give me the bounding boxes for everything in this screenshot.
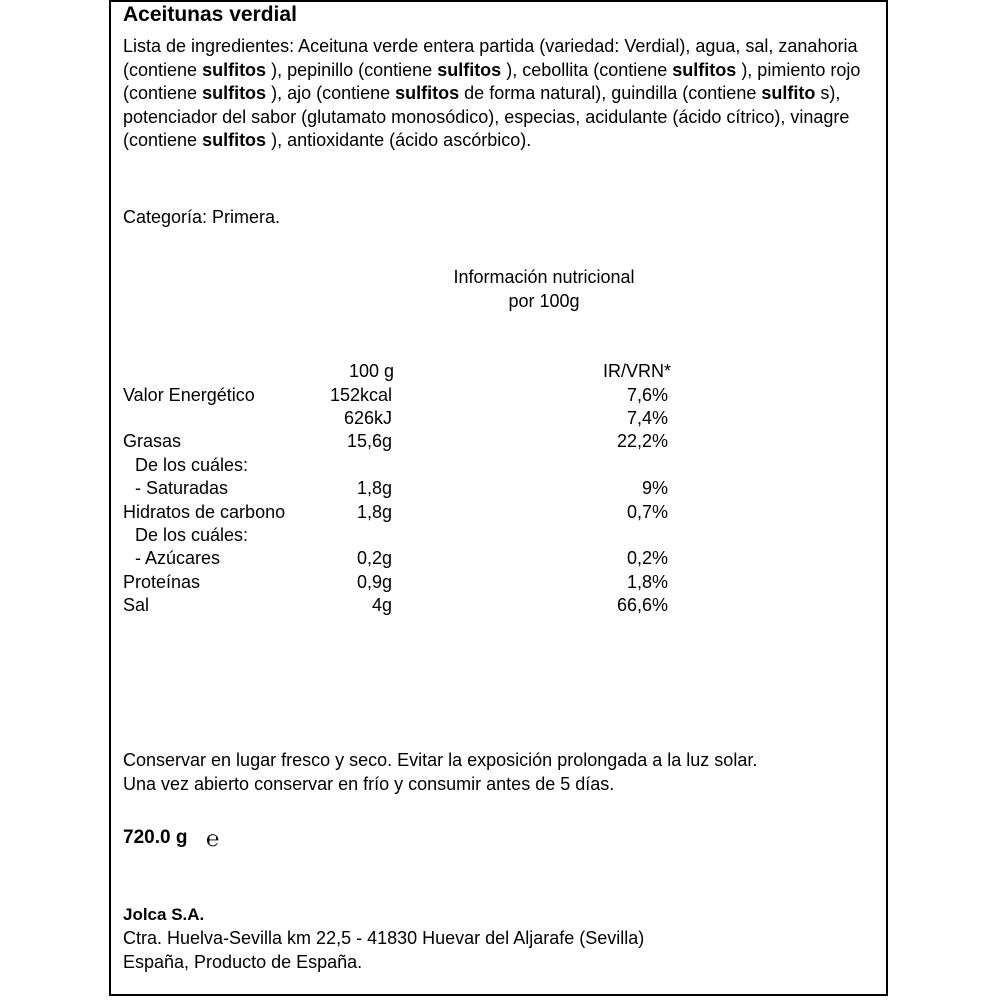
nutrient-amount: 626kJ (343, 408, 392, 428)
nutrient-percent: 7,4% (626, 408, 668, 428)
nutrient-label: De los cuáles: (135, 525, 249, 545)
storage-line-2: Una vez abierto conservar en frío y consumir antes de 5 días. (123, 773, 615, 794)
ingredients-text: ), antioxidante (ácido ascórbico). (266, 130, 532, 150)
storage-instructions (123, 749, 757, 796)
nutrient-amount: 15,6g (346, 431, 392, 451)
allergen-highlight: sulfitos (672, 59, 737, 80)
nutrient-label: Valor Energético (123, 385, 255, 405)
ingredients-text: s), potenciador del sabor (glutamato monosódico), especias, acidulante (ácido cítrico), vinagre (contiene (123, 83, 850, 150)
storage-line-1: Conservar en lugar fresco y seco. Evitar la exposición prolongada a la luz solar. (123, 750, 758, 770)
nutrient-percent: 0,2% (626, 548, 668, 568)
nutrient-label: Proteínas (123, 572, 201, 592)
estimated-sign-icon: ℮ (206, 826, 220, 851)
ingredients-text: ), ajo (contiene (266, 83, 396, 103)
nutrient-amount: 1,8g (356, 502, 392, 522)
ingredients-text: ), pepinillo (contiene (266, 59, 438, 80)
column-header-amount: 100 g (348, 361, 394, 381)
nutrient-percent: 66,6% (616, 595, 668, 615)
nutrient-label: Sal (123, 595, 150, 615)
allergen-highlight: sulfitos (202, 83, 267, 103)
nutrition-row (123, 430, 683, 454)
nutrient-percent: 9% (641, 478, 668, 498)
ingredients-text: ), cebollita (contiene (501, 59, 673, 80)
allergen-highlight: sulfitos (202, 130, 267, 150)
ingredients-text: Lista de ingredientes: Aceituna verde entera partida (variedad: Verdial), agua, sal, zanahoria (contiene (123, 36, 858, 80)
category-text: Categoría: Primera. (123, 207, 281, 227)
company-address (123, 927, 644, 974)
nutrient-percent: 0,7% (626, 502, 668, 522)
allergen-highlight: sulfitos (202, 59, 267, 80)
allergen-highlight: sulfito (761, 83, 816, 103)
nutrient-percent: 22,2% (616, 431, 668, 451)
ingredients-text: de forma natural), guindilla (contiene (459, 83, 762, 103)
allergen-highlight: sulfitos (395, 83, 460, 103)
nutrient-percent: 1,8% (626, 572, 668, 592)
nutrition-row (123, 501, 683, 525)
product-title: Aceitunas verdial (123, 3, 297, 26)
nutrition-row (123, 547, 683, 571)
nutrient-percent: 7,6% (626, 385, 668, 405)
nutrition-heading-line2: por 100g (508, 290, 580, 311)
nutrient-amount: 0,2g (356, 548, 392, 568)
nutrient-amount: 0,9g (356, 572, 392, 592)
ingredients-text: ), pimiento rojo (contiene (123, 59, 861, 103)
nutrient-label: De los cuáles: (135, 455, 249, 475)
nutrition-row (123, 524, 683, 548)
nutrient-amount: 152kcal (329, 385, 392, 405)
company-name: Jolca S.A. (123, 905, 205, 924)
nutrient-label: Grasas (123, 431, 182, 451)
nutrient-label: Hidratos de carbono (123, 502, 286, 522)
nutrition-row (123, 454, 683, 478)
nutrition-row (123, 384, 683, 408)
nutrition-row (123, 407, 683, 431)
nutrition-heading (440, 266, 648, 313)
nutrition-row (123, 571, 683, 595)
nutrition-heading-line1: Información nutricional (453, 267, 635, 287)
net-weight: 720.0 g (123, 827, 188, 848)
allergen-highlight: sulfitos (437, 59, 502, 80)
nutrient-amount: 4g (371, 595, 392, 615)
nutrient-label: - Azúcares (135, 548, 221, 568)
address-line-1: Ctra. Huelva-Sevilla km 22,5 - 41830 Huevar del Aljarafe (Sevilla) (123, 928, 645, 948)
address-line-2: España, Producto de España. (123, 951, 363, 972)
nutrition-row (123, 477, 683, 501)
column-header-pct: IR/VRN* (602, 361, 671, 381)
nutrient-amount: 1,8g (356, 478, 392, 498)
nutrition-row (123, 594, 683, 618)
ingredients-list (123, 35, 873, 153)
nutrition-table-header (123, 360, 683, 384)
nutrient-label: - Saturadas (135, 478, 229, 498)
